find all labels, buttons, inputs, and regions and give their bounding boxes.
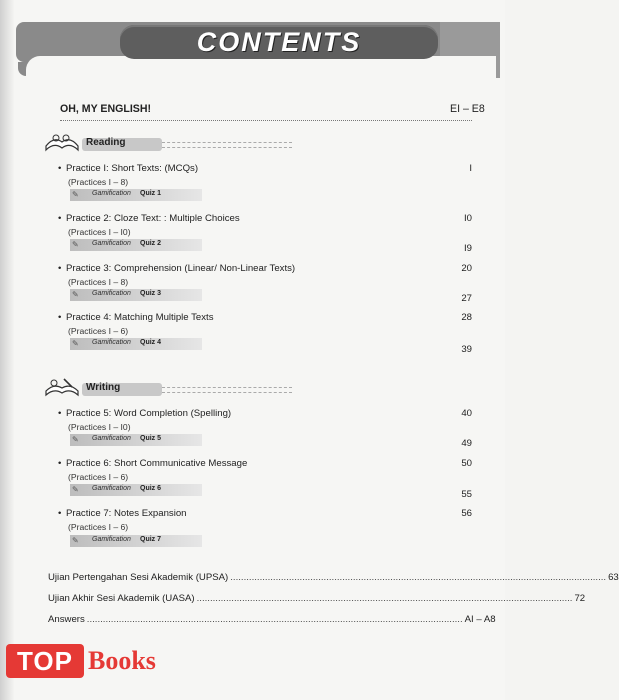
gamepad-icon: ✎ (72, 339, 79, 348)
quiz-row (70, 535, 200, 547)
page-title: CONTENTS (196, 27, 362, 57)
quiz-name: Quiz 6 (140, 485, 162, 492)
gamepad-icon: ✎ (72, 435, 79, 444)
bullet: • (58, 163, 62, 174)
quiz-band (70, 434, 202, 446)
practice-page: 40 (461, 408, 472, 419)
bullet: • (58, 508, 62, 519)
writing-book-icon (44, 377, 80, 399)
practice-page: 28 (461, 312, 472, 323)
intro-title: OH, MY ENGLISH! (60, 103, 152, 115)
quiz-page: 39 (461, 344, 472, 355)
practice-page: I0 (463, 213, 472, 224)
practice-title: Practice 7: Notes Expansion (66, 508, 187, 519)
quiz-label: Gamification (92, 536, 131, 543)
quiz-page: 49 (461, 438, 472, 449)
practice-title: Practice 3: Comprehension (Linear/ Non-Linear Texts) (66, 263, 296, 274)
page-edge-shadow (0, 0, 14, 700)
practice-item (58, 163, 198, 174)
practice-range: (Practices I – 6) (68, 522, 129, 532)
quiz-row (70, 338, 200, 350)
quiz-band (70, 289, 202, 301)
quiz-band (70, 239, 202, 251)
quiz-name: Quiz 2 (140, 240, 162, 247)
practice-range: (Practices I – 8) (68, 277, 129, 287)
dot-leader: ............................................................................................................................................. (196, 593, 573, 604)
quiz-name: Quiz 4 (140, 339, 162, 346)
practice-page: 50 (461, 458, 472, 469)
topbooks-logo (0, 630, 200, 690)
quiz-row (70, 239, 200, 251)
practice-range: (Practices I – 6) (68, 472, 129, 482)
practice-title: Practice 2: Cloze Text: : Multiple Choices (66, 213, 240, 224)
quiz-label: Gamification (92, 435, 131, 442)
practice-page: 56 (461, 508, 472, 519)
quiz-row (70, 484, 200, 496)
quiz-row (70, 189, 200, 201)
quiz-name: Quiz 3 (140, 290, 162, 297)
practice-title: Practice 6: Short Communicative Message (66, 458, 248, 469)
gamepad-icon: ✎ (72, 190, 79, 199)
quiz-label: Gamification (92, 485, 131, 492)
bullet: • (58, 213, 62, 224)
intro-divider (60, 120, 472, 121)
quiz-label: Gamification (92, 339, 131, 346)
practice-range: (Practices I – 8) (68, 177, 129, 187)
quiz-label: Gamification (92, 290, 131, 297)
intro-pages: EI – E8 (450, 103, 485, 115)
gamepad-icon: ✎ (72, 290, 79, 299)
practice-item (58, 263, 295, 274)
section-band-fade (162, 142, 292, 148)
entry-label: Ujian Akhir Sesi Akademik (UASA) (48, 593, 195, 604)
quiz-label: Gamification (92, 190, 131, 197)
practice-title: Practice 5: Word Completion (Spelling) (66, 408, 232, 419)
quiz-label: Gamification (92, 240, 131, 247)
entry-page: AI – A8 (464, 614, 496, 625)
content-card-top (26, 56, 496, 104)
practice-title: Practice I: Short Texts: (MCQs) (66, 163, 199, 174)
quiz-name: Quiz 7 (140, 536, 162, 543)
quiz-page: 27 (461, 293, 472, 304)
entry-page: 63 (608, 572, 619, 583)
gamepad-icon: ✎ (72, 240, 79, 249)
practice-item (58, 213, 240, 224)
gamepad-icon: ✎ (72, 485, 79, 494)
quiz-band (70, 338, 202, 350)
toc-entry-answers (48, 614, 496, 625)
quiz-row (70, 434, 200, 446)
logo-books-text: Books (88, 646, 156, 675)
section-label: Reading (86, 137, 126, 148)
section-band-fade (162, 387, 292, 393)
quiz-page: I9 (463, 243, 472, 254)
entry-page: 72 (574, 593, 586, 604)
quiz-band (70, 535, 202, 547)
practice-page: 20 (461, 263, 472, 274)
practice-range: (Practices I – I0) (68, 422, 131, 432)
bullet: • (58, 312, 62, 323)
dot-leader: ............................................................................................................................................. (230, 572, 607, 583)
practice-title: Practice 4: Matching Multiple Texts (66, 312, 214, 323)
practice-page: I (469, 163, 472, 174)
logo-top-text: TOP (17, 646, 73, 676)
quiz-page: 55 (461, 489, 472, 500)
practice-item (58, 458, 247, 469)
quiz-name: Quiz 5 (140, 435, 162, 442)
quiz-name: Quiz 1 (140, 190, 162, 197)
toc-entry-uasa (48, 593, 586, 604)
practice-range: (Practices I – 6) (68, 326, 129, 336)
quiz-band (70, 189, 202, 201)
practice-item (58, 408, 231, 419)
gamepad-icon: ✎ (72, 536, 79, 545)
bullet: • (58, 408, 62, 419)
quiz-band (70, 484, 202, 496)
practice-range: (Practices I – I0) (68, 227, 131, 237)
open-book-icon (44, 132, 80, 154)
toc-entry-upsa (48, 572, 619, 583)
entry-label: Ujian Pertengahan Sesi Akademik (UPSA) (48, 572, 229, 583)
bullet: • (58, 263, 62, 274)
entry-label: Answers (48, 614, 85, 625)
section-label: Writing (86, 382, 121, 393)
practice-item (58, 312, 214, 323)
bullet: • (58, 458, 62, 469)
practice-item (58, 508, 187, 519)
dot-leader: ............................................................................................................................................. (86, 614, 463, 625)
quiz-row (70, 289, 200, 301)
